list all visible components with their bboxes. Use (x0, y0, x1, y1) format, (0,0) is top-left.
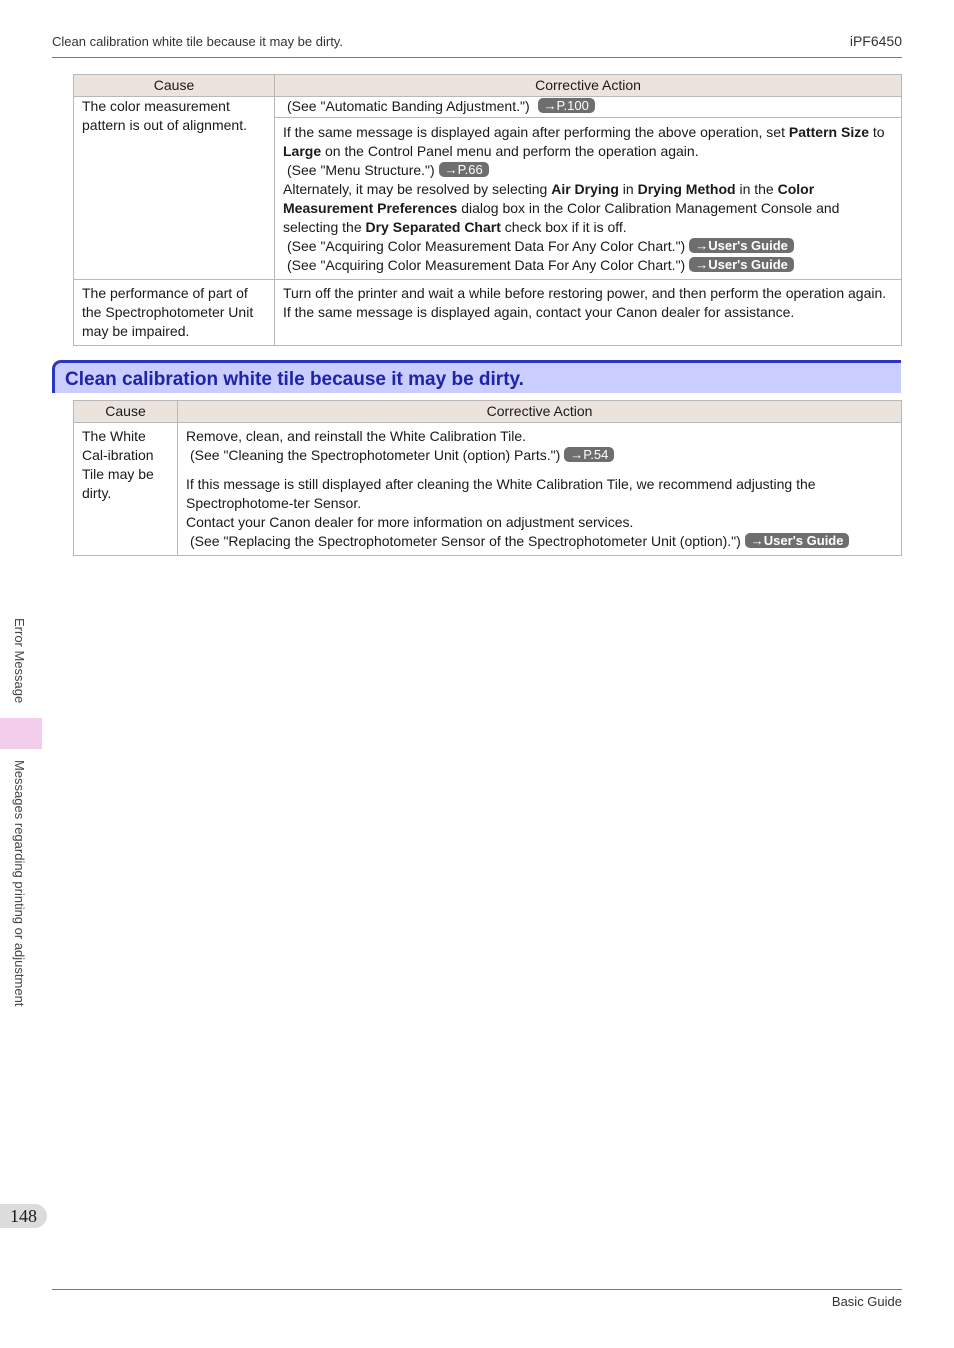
footer-rule (52, 1289, 902, 1290)
table-header-row (74, 401, 902, 423)
reference-text: (See "Cleaning the Spectrophotometer Unit (option) Parts.") (190, 447, 561, 463)
table-alignment-causes (73, 74, 902, 346)
instruction-line: Contact your Canon dealer for more information on adjustment services. (186, 514, 634, 530)
table-row (74, 97, 902, 118)
column-header-cause: Cause (74, 75, 275, 97)
instruction-line: Turn off the printer and wait a while before restoring power, and then perform the operation again. (283, 285, 887, 301)
reference-text: (See "Automatic Banding Adjustment.") (287, 98, 530, 114)
table-header-row (74, 75, 902, 97)
users-guide-link-badge[interactable]: →User's Guide (745, 533, 850, 548)
column-header-action: Corrective Action (178, 401, 902, 423)
instruction-paragraph: Alternately, it may be resolved by selecting Air Drying in Drying Method in the Color Measurement Preferences dialog box in the Color Calibration Management Console and selecting the Dry Separated Chart check box if it is off. (283, 181, 840, 235)
footer-guide-name: Basic Guide (831, 1294, 902, 1309)
page-link-badge[interactable]: →P.66 (439, 162, 489, 177)
action-cell (275, 118, 902, 280)
column-header-cause: Cause (74, 401, 178, 423)
table-row (74, 423, 902, 556)
reference-text: (See "Acquiring Color Measurement Data For Any Color Chart.") (287, 238, 686, 254)
cause-cell: The White Cal-ibration Tile may be dirty. (74, 423, 178, 556)
section-heading (52, 360, 901, 393)
running-header-model: iPF6450 (849, 33, 902, 49)
instruction-paragraph: If the same message is displayed again after performing the above operation, set Pattern Size to Large on the Control Panel menu and perform the operation again. (283, 124, 885, 159)
page-link-badge[interactable]: →P.54 (564, 447, 614, 462)
instruction-line: If the same message is displayed again, contact your Canon dealer for assistance. (283, 304, 795, 320)
side-tab-marker (0, 718, 42, 749)
column-header-action: Corrective Action (275, 75, 902, 97)
running-header-title: Clean calibration white tile because it may be dirty. (52, 34, 343, 49)
users-guide-link-badge[interactable]: →User's Guide (689, 238, 794, 253)
section-title: Clean calibration white tile because it may be dirty. (65, 369, 524, 390)
side-tab-label-chapter: Messages regarding printing or adjustment (12, 760, 27, 1007)
table-row (74, 280, 902, 346)
cause-cell: The color measurement pattern is out of alignment. (74, 97, 275, 280)
reference-text: (See "Acquiring Color Measurement Data For Any Color Chart.") (287, 257, 686, 273)
action-cell (178, 423, 902, 556)
instruction-line: Remove, clean, and reinstall the White Calibration Tile. (186, 428, 527, 444)
header-rule (52, 57, 902, 58)
action-cell (275, 280, 902, 346)
action-cell (275, 97, 902, 118)
table-white-tile-causes (73, 400, 902, 556)
users-guide-link-badge[interactable]: →User's Guide (689, 257, 794, 272)
instruction-paragraph: If this message is still displayed after cleaning the White Calibration Tile, we recommend adjusting the Spectrophotome-ter Sensor. (186, 476, 816, 511)
reference-text: (See "Menu Structure.") (287, 162, 435, 178)
page-number: 148 (0, 1204, 47, 1228)
reference-text: (See "Replacing the Spectrophotometer Sensor of the Spectrophotometer Unit (option).") (190, 533, 741, 549)
cause-cell: The performance of part of the Spectrophotometer Unit may be impaired. (74, 280, 275, 346)
page-link-badge[interactable]: →P.100 (538, 98, 595, 113)
side-tab-label-error-message: Error Message (12, 618, 27, 704)
